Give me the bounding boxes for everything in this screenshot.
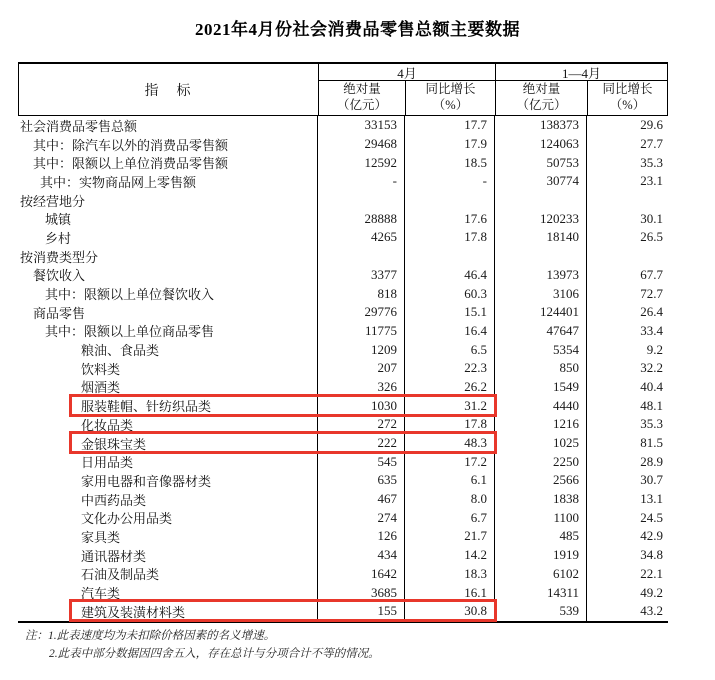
value-cell-apr_abs [318, 191, 405, 210]
indicator-cell: 按经营地分 [18, 191, 318, 210]
value-cell-apr_abs: 29468 [318, 135, 405, 154]
value-cell-cum_yoy: 34.8 [640, 547, 663, 563]
value-cell-cum_abs: 1100 [495, 508, 587, 527]
value-cell-cum_abs: 2250 [495, 452, 587, 471]
table-row [18, 434, 668, 453]
header-absolute-april [319, 81, 406, 115]
value-cell-cum_yoy [587, 191, 668, 210]
table-body [18, 116, 668, 621]
table-row [18, 415, 668, 434]
value-cell-apr_abs: 12592 [318, 153, 405, 172]
value-cell-apr_yoy: 6.1 [405, 471, 495, 490]
value-cell-apr_yoy: - [405, 172, 495, 191]
value-cell-cum_abs: 47647 [495, 322, 587, 341]
value-cell-apr_abs: 635 [318, 471, 405, 490]
indicator-cell: 日用品类 [18, 452, 318, 471]
table-row [18, 266, 668, 285]
value-cell-apr_abs: 155 [318, 602, 405, 621]
table-row [18, 153, 668, 172]
header-sub-unit: （亿元） [336, 98, 387, 112]
value-cell-cum_yoy: 40.4 [640, 378, 663, 394]
table-row [18, 172, 668, 191]
indicator-cell: 化妆品类 [18, 415, 318, 434]
value-cell-cum_abs: 539 [495, 602, 587, 621]
value-cell-cum_yoy: 35.3 [640, 416, 663, 432]
value-cell-apr_yoy: 15.1 [405, 303, 495, 322]
value-cell-cum_abs: 1025 [495, 434, 587, 453]
header-sub-label: 绝对量 [343, 82, 381, 97]
indicator-cell: 金银珠宝类 [18, 434, 318, 453]
indicator-cell: 家用电器和音像器材类 [18, 471, 318, 490]
value-cell-cum_abs: 485 [495, 527, 587, 546]
value-cell-apr_yoy: 48.3 [405, 434, 495, 453]
indicator-cell: 粮油、食品类 [18, 340, 318, 359]
table-row [18, 247, 668, 266]
table-row [18, 340, 668, 359]
value-cell-cum_yoy: 13.1 [640, 491, 663, 507]
indicator-cell: 城镇 [18, 209, 318, 228]
value-cell-cum_abs: 2566 [495, 471, 587, 490]
table-row [18, 583, 668, 602]
value-cell-cum_abs: 18140 [495, 228, 587, 247]
value-cell-cum_abs [495, 247, 587, 266]
table-row [18, 565, 668, 584]
value-cell-apr_yoy: 18.5 [405, 153, 495, 172]
table-row [18, 546, 668, 565]
value-cell-apr_abs: 126 [318, 527, 405, 546]
indicator-cell: 石油及制品类 [18, 565, 318, 584]
value-cell-apr_yoy: 17.7 [405, 116, 495, 135]
value-cell-cum_yoy: 26.5 [640, 229, 663, 245]
value-cell-cum_yoy: 24.5 [640, 509, 663, 525]
header-sub-unit: （%） [609, 98, 646, 112]
indicator-cell: 商品零售 [18, 303, 318, 322]
value-cell-apr_abs: 222 [318, 434, 405, 453]
header-absolute-jan-april [496, 81, 588, 115]
value-cell-apr_abs: 545 [318, 452, 405, 471]
value-cell-cum_yoy: 28.9 [640, 453, 663, 469]
indicator-cell: 家具类 [18, 527, 318, 546]
value-cell-apr_abs: 4265 [318, 228, 405, 247]
indicator-cell: 其中：实物商品网上零售额 [18, 172, 318, 191]
value-cell-cum_yoy [587, 247, 668, 266]
table-row [18, 116, 668, 135]
value-cell-apr_yoy: 60.3 [405, 284, 495, 303]
header-sub-row [319, 81, 667, 115]
value-cell-cum_abs: 1919 [495, 546, 587, 565]
value-cell-apr_abs: 3685 [318, 583, 405, 602]
value-cell-cum_yoy: 67.7 [640, 266, 663, 282]
value-cell-apr_abs: 1209 [318, 340, 405, 359]
value-cell-apr_yoy: 17.9 [405, 135, 495, 154]
value-cell-cum_yoy: 30.7 [640, 472, 663, 488]
header-group-april: 4月 [319, 64, 496, 80]
table-row [18, 396, 668, 415]
value-cell-apr_abs: - [318, 172, 405, 191]
indicator-cell: 其中：限额以上单位商品零售 [18, 322, 318, 341]
value-cell-apr_abs: 818 [318, 284, 405, 303]
table-row [18, 490, 668, 509]
value-cell-cum_yoy: 23.1 [640, 173, 663, 189]
value-cell-cum_abs: 124401 [495, 303, 587, 322]
value-cell-apr_yoy: 17.8 [405, 415, 495, 434]
indicator-cell: 社会消费品零售总额 [18, 116, 318, 135]
value-cell-apr_abs: 272 [318, 415, 405, 434]
indicator-cell: 通讯器材类 [18, 546, 318, 565]
table-row [18, 452, 668, 471]
value-cell-cum_abs: 30774 [495, 172, 587, 191]
header-yoy-jan-april [588, 81, 667, 115]
table-row [18, 471, 668, 490]
value-cell-cum_yoy: 26.4 [640, 304, 663, 320]
value-cell-apr_abs: 1030 [318, 396, 405, 415]
table-row [18, 284, 668, 303]
footnote-line-2: 2.此表中部分数据因四舍五入，存在总计与分项合计不等的情况。 [49, 647, 380, 660]
table-row [18, 228, 668, 247]
value-cell-apr_abs [318, 247, 405, 266]
value-cell-cum_yoy: 72.7 [640, 285, 663, 301]
table-row [18, 303, 668, 322]
value-cell-cum_yoy: 30.1 [640, 210, 663, 226]
header-group-jan-april: 1—4月 [561, 65, 601, 81]
value-cell-apr_yoy: 6.7 [405, 508, 495, 527]
value-cell-cum_yoy: 48.1 [640, 397, 663, 413]
value-cell-cum_abs: 138373 [495, 116, 587, 135]
header-sub-label: 绝对量 [522, 82, 561, 97]
table-row [18, 322, 668, 341]
header-sub-label: 同比增长 [425, 82, 476, 97]
value-cell-apr_yoy: 18.3 [405, 565, 495, 584]
value-cell-cum_abs: 120233 [495, 209, 587, 228]
value-cell-cum_yoy: 35.3 [640, 154, 663, 170]
table-row [18, 527, 668, 546]
value-cell-apr_abs: 207 [318, 359, 405, 378]
indicator-cell: 其中：限额以上单位餐饮收入 [18, 284, 318, 303]
value-cell-cum_yoy: 49.2 [640, 584, 663, 600]
value-cell-cum_abs [495, 191, 587, 210]
value-cell-apr_yoy: 16.4 [405, 322, 495, 341]
footnotes [25, 628, 380, 663]
value-cell-cum_yoy: 33.4 [640, 322, 663, 338]
value-cell-cum_abs: 5354 [495, 340, 587, 359]
value-cell-cum_abs: 3106 [495, 284, 587, 303]
value-cell-cum_yoy: 22.1 [640, 565, 663, 581]
value-cell-apr_yoy: 31.2 [405, 396, 495, 415]
value-cell-cum_yoy: 29.6 [640, 117, 663, 133]
footnote-line-1 [25, 628, 380, 646]
value-cell-cum_abs: 1216 [495, 415, 587, 434]
indicator-cell: 乡村 [18, 228, 318, 247]
value-cell-apr_yoy: 46.4 [405, 266, 495, 285]
value-cell-apr_yoy: 8.0 [405, 490, 495, 509]
value-cell-apr_abs: 274 [318, 508, 405, 527]
header-sub-label: 同比增长 [602, 82, 653, 97]
header-sub-unit: （亿元） [516, 98, 567, 112]
indicator-cell: 其中：除汽车以外的消费品零售额 [18, 135, 318, 154]
table-row [18, 209, 668, 228]
value-cell-apr_yoy: 6.5 [405, 340, 495, 359]
value-cell-apr_abs: 3377 [318, 266, 405, 285]
header-yoy-april [406, 81, 496, 115]
value-cell-cum_abs: 14311 [495, 583, 587, 602]
value-cell-cum_abs: 1549 [495, 378, 587, 397]
value-cell-cum_yoy: 32.2 [640, 360, 663, 376]
page-title: 2021年4月份社会消费品零售总额主要数据 [195, 20, 520, 39]
table-row [18, 359, 668, 378]
value-cell-apr_yoy [405, 191, 495, 210]
value-cell-apr_yoy: 14.2 [405, 546, 495, 565]
value-cell-apr_yoy: 17.2 [405, 452, 495, 471]
value-cell-apr_abs: 33153 [318, 116, 405, 135]
data-table [18, 62, 668, 623]
value-cell-cum_yoy: 43.2 [640, 603, 663, 619]
value-cell-apr_yoy: 17.8 [405, 228, 495, 247]
value-cell-apr_yoy: 22.3 [405, 359, 495, 378]
value-cell-cum_abs: 850 [495, 359, 587, 378]
value-cell-cum_abs: 13973 [495, 266, 587, 285]
indicator-cell: 餐饮收入 [18, 266, 318, 285]
value-cell-cum_yoy: 42.9 [640, 528, 663, 544]
value-cell-apr_abs: 1642 [318, 565, 405, 584]
indicator-cell: 饮料类 [18, 359, 318, 378]
table-row [18, 602, 668, 621]
footnote-text-1: 1.此表速度均为未扣除价格因素的名义增速。 [48, 630, 276, 642]
indicator-cell: 按消费类型分 [18, 247, 318, 266]
value-cell-cum_yoy: 27.7 [640, 136, 663, 152]
value-cell-apr_yoy: 17.6 [405, 209, 495, 228]
value-cell-cum_yoy: 81.5 [640, 435, 663, 451]
value-cell-cum_yoy: 9.2 [646, 341, 663, 357]
indicator-cell: 中西药品类 [18, 490, 318, 509]
value-cell-cum_abs: 6102 [495, 565, 587, 584]
header-sub-unit: （%） [432, 98, 469, 112]
value-cell-apr_abs: 326 [318, 378, 405, 397]
value-cell-apr_yoy [405, 247, 495, 266]
header-right [319, 64, 667, 115]
value-cell-apr_abs: 434 [318, 546, 405, 565]
value-cell-apr_yoy: 30.8 [405, 602, 495, 621]
footnote-prefix: 注： [25, 630, 48, 642]
value-cell-apr_yoy: 26.2 [405, 378, 495, 397]
indicator-cell: 服装鞋帽、针纺织品类 [18, 396, 318, 415]
table-header [18, 64, 668, 116]
table-row [18, 508, 668, 527]
value-cell-apr_yoy: 16.1 [405, 583, 495, 602]
header-group-row [319, 64, 667, 81]
value-cell-cum_abs: 4440 [495, 396, 587, 415]
table-row [18, 378, 668, 397]
value-cell-apr_yoy: 21.7 [405, 527, 495, 546]
table-row [18, 135, 668, 154]
header-indicator: 指 标 [19, 64, 319, 115]
table-row [18, 191, 668, 210]
value-cell-apr_abs: 11775 [318, 322, 405, 341]
indicator-cell: 烟酒类 [18, 378, 318, 397]
indicator-cell: 汽车类 [18, 583, 318, 602]
indicator-cell: 文化办公用品类 [18, 508, 318, 527]
indicator-cell: 其中：限额以上单位消费品零售额 [18, 153, 318, 172]
value-cell-cum_abs: 50753 [495, 153, 587, 172]
value-cell-cum_abs: 124063 [495, 135, 587, 154]
value-cell-apr_abs: 467 [318, 490, 405, 509]
value-cell-apr_abs: 29776 [318, 303, 405, 322]
value-cell-apr_abs: 28888 [318, 209, 405, 228]
indicator-cell: 建筑及装潢材料类 [18, 602, 318, 621]
value-cell-cum_abs: 1838 [495, 490, 587, 509]
